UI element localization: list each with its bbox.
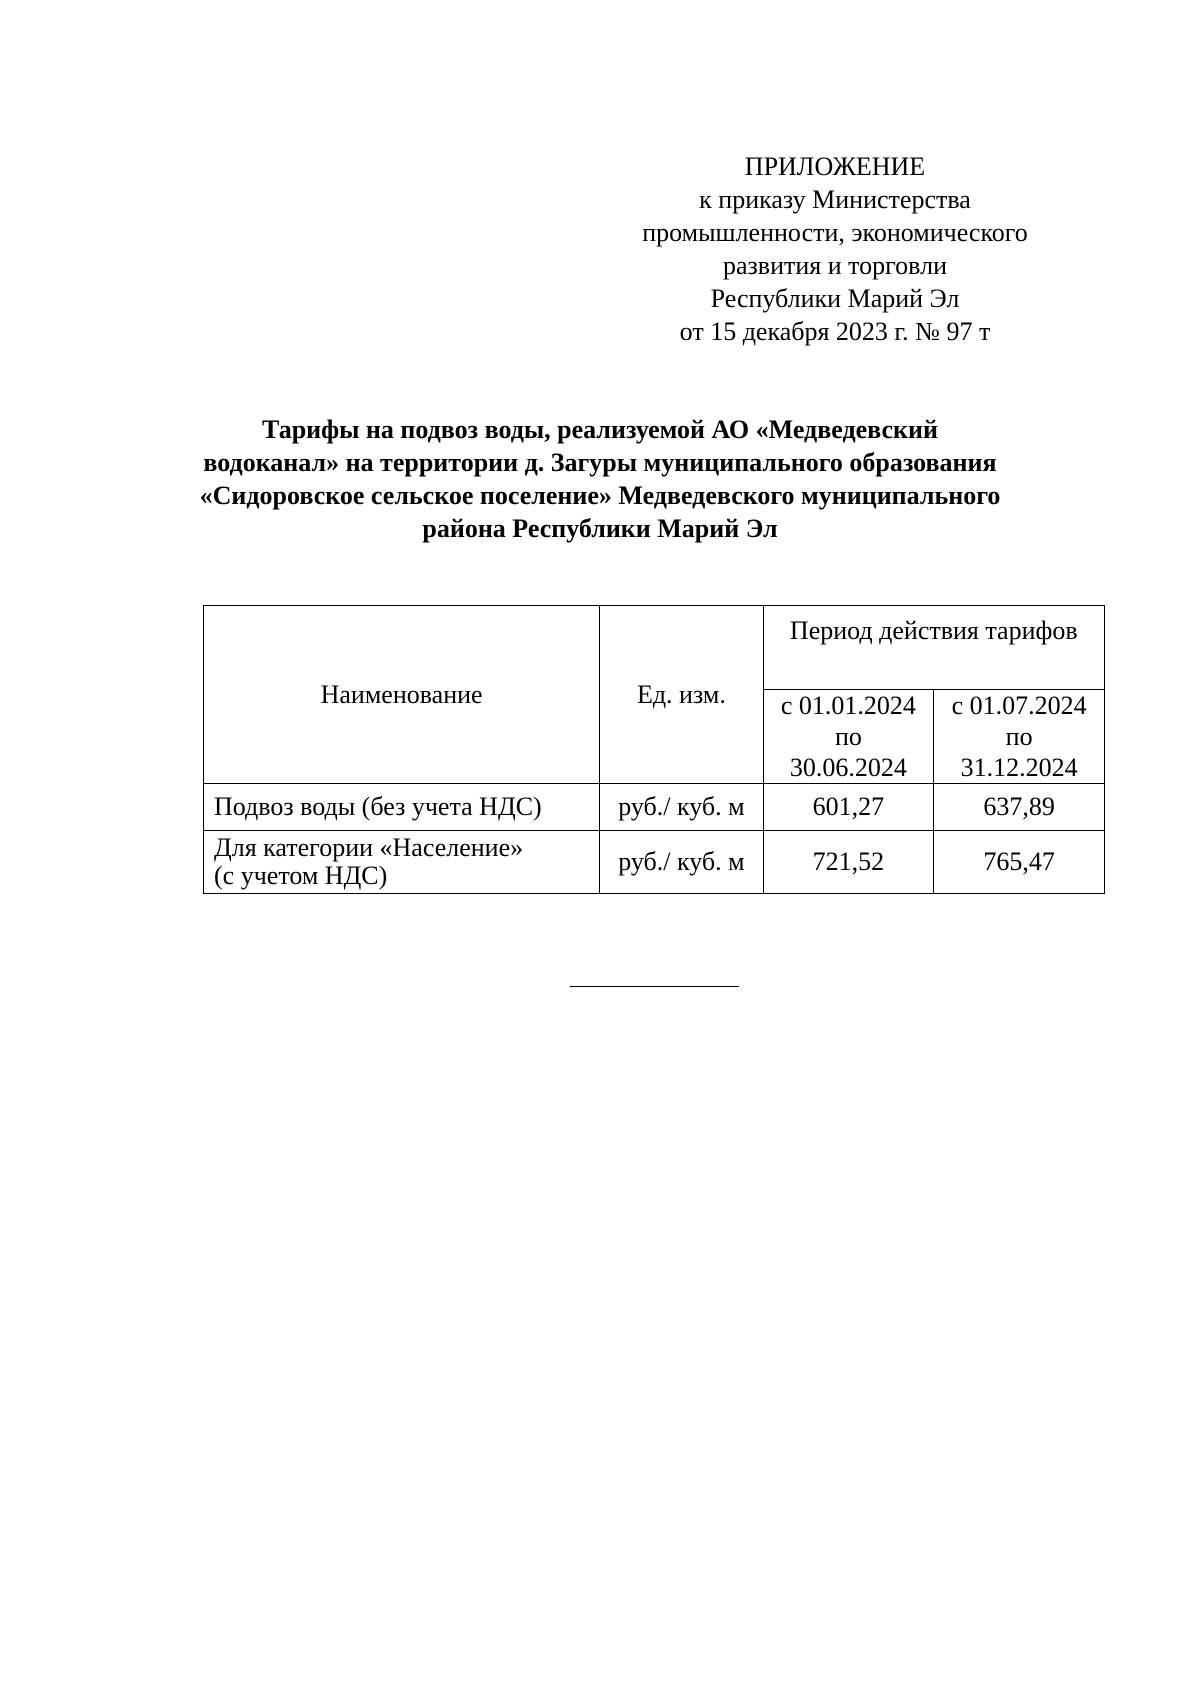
table-row: [204, 784, 1105, 831]
row-name-line: Для категории «Население»: [214, 833, 524, 862]
row-name: Подвоз воды (без учета НДС): [204, 784, 600, 831]
header-period-2: [934, 690, 1105, 784]
row-value-period-1: 721,52: [763, 831, 934, 894]
table-header-row: [204, 606, 1105, 690]
title-line: района Республики Марий Эл: [422, 514, 778, 543]
header-unit: Ед. изм.: [600, 606, 763, 784]
period-1-from: с 01.01.2024: [780, 691, 916, 720]
appendix-heading: ПРИЛОЖЕНИЕ: [744, 152, 926, 181]
title-line: Тарифы на подвоз воды, реализуемой АО «Медведевский: [262, 415, 938, 444]
row-name-line: (с учетом НДС): [214, 861, 388, 890]
appendix-ministry-line: промышленности, экономического: [642, 218, 1028, 247]
row-unit: руб./ куб. м: [600, 831, 763, 894]
title-line: водоканал» на территории д. Загуры муниципального образования: [203, 448, 997, 477]
document-title: [150, 413, 1050, 545]
header-period: Период действия тарифов: [763, 606, 1104, 690]
table-row: [204, 831, 1105, 894]
appendix-order-line: к приказу Министерства: [699, 185, 971, 214]
row-name: [204, 831, 600, 894]
row-value-period-2: 637,89: [934, 784, 1105, 831]
period-2-to-word: по: [1005, 722, 1033, 751]
appendix-date-line: от 15 декабря 2023 г. № 97 т: [679, 317, 991, 346]
period-1-to: 30.06.2024: [789, 753, 907, 782]
closing-divider: [570, 986, 739, 987]
appendix-republic-line: Республики Марий Эл: [710, 284, 960, 313]
header-name: Наименование: [204, 606, 600, 784]
title-line: «Сидоровское сельское поселение» Медведевского муниципального: [199, 481, 1001, 510]
row-unit: руб./ куб. м: [600, 784, 763, 831]
header-period-1: [763, 690, 934, 784]
tariff-table: [203, 605, 1105, 894]
period-2-to: 31.12.2024: [960, 753, 1078, 782]
period-2-from: с 01.07.2024: [951, 691, 1087, 720]
appendix-block: [590, 150, 1080, 348]
row-value-period-2: 765,47: [934, 831, 1105, 894]
appendix-ministry-line: развития и торговли: [722, 251, 947, 280]
period-1-to-word: по: [834, 722, 862, 751]
row-value-period-1: 601,27: [763, 784, 934, 831]
